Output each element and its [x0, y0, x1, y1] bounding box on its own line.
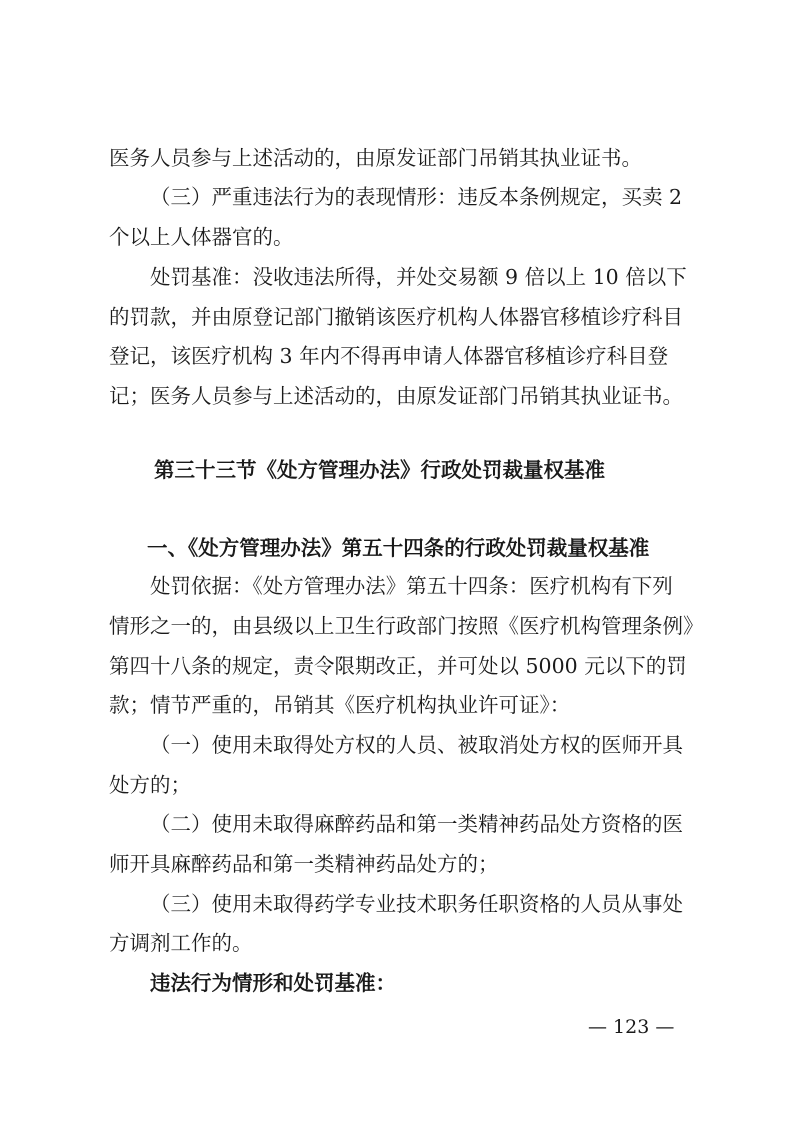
- text-line: （二）使用未取得麻醉药品和第一类精神药品处方资格的医: [150, 812, 683, 836]
- text-line: 的罚款，并由原登记部门撤销该医疗机构人体器官移植诊疗科目: [109, 305, 683, 329]
- text-line: 记；医务人员参与上述活动的，由原发证部门吊销其执业证书。: [109, 384, 683, 408]
- text-line: 第四十八条的规定，责令限期改正，并可处以 5000 元以下的罚: [109, 654, 687, 678]
- text-line: 情形之一的，由县级以上卫生行政部门按照《医疗机构管理条例》: [109, 614, 704, 638]
- text-line: 医务人员参与上述活动的，由原发证部门吊销其执业证书。: [109, 146, 642, 170]
- text-line: 处方的；: [109, 773, 191, 797]
- text-line: 处罚基准：没收违法所得，并处交易额 9 倍以上 10 倍以下: [150, 265, 687, 289]
- bold-heading-line: 违法行为情形和处罚基准：: [150, 971, 396, 995]
- text-line: （三）使用未取得药学专业技术职务任职资格的人员从事处: [150, 892, 683, 916]
- text-line: 登记，该医疗机构 3 年内不得再申请人体器官移植诊疗科目登: [109, 344, 669, 368]
- subsection-title: 一、《处方管理办法》第五十四条的行政处罚裁量权基准: [147, 536, 650, 560]
- text-line: 款；情节严重的，吊销其《医疗机构执业许可证》：: [109, 693, 571, 717]
- text-line: 师开具麻醉药品和第一类精神药品处方的；: [109, 852, 499, 876]
- text-line: 处罚依据：《处方管理办法》第五十四条：医疗机构有下列: [150, 574, 673, 598]
- text-line: 方调剂工作的。: [109, 931, 253, 955]
- text-line: （三）严重违法行为的表现情形：违反本条例规定，买卖 2: [150, 185, 683, 209]
- page-number: — 123 —: [588, 1016, 675, 1038]
- text-line: （一）使用未取得处方权的人员、被取消处方权的医师开具: [150, 733, 683, 757]
- section-title: 第三十三节《处方管理办法》行政处罚裁量权基准: [154, 458, 605, 482]
- text-line: 个以上人体器官的。: [109, 225, 294, 249]
